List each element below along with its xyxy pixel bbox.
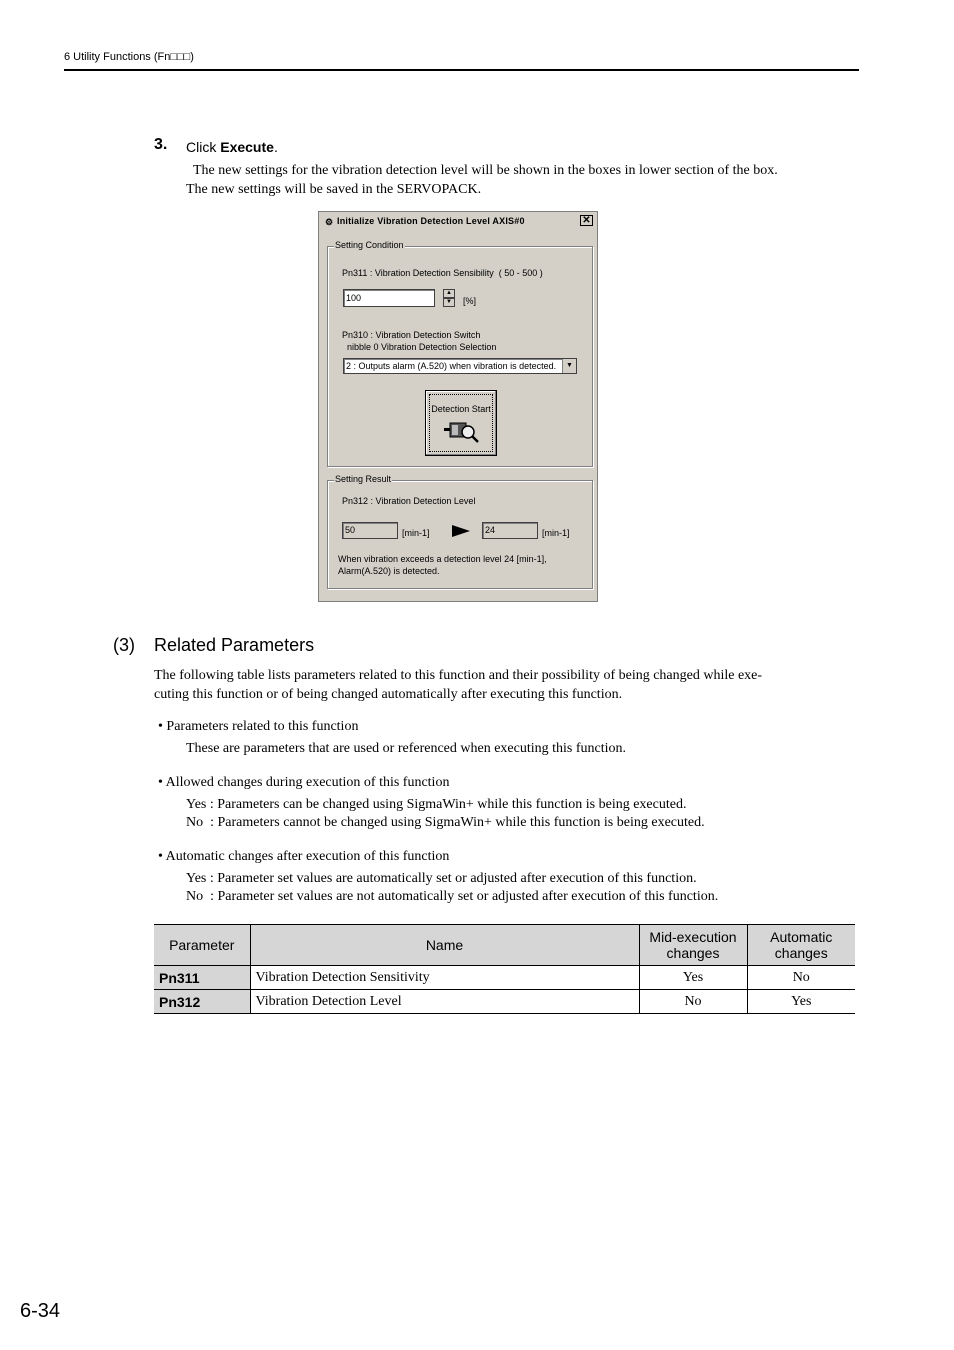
chevron-down-icon[interactable]: ▼	[562, 359, 576, 373]
pn310-select[interactable]	[343, 358, 577, 374]
pn311-spinner[interactable]	[443, 289, 455, 307]
col-header-automatic: Automatic changes	[747, 925, 855, 966]
section-title: Related Parameters	[154, 635, 315, 655]
cell-mid: No	[639, 990, 747, 1014]
step-desc-line1: The new settings for the vibration detection level will be shown in the boxes in lower section of the box.	[193, 163, 778, 178]
table-header-row	[154, 925, 855, 966]
detection-start-button[interactable]	[425, 390, 497, 456]
intro-line1: The following table lists parameters related to this function and their possibility of being changed while exe-	[154, 668, 763, 683]
detection-start-label: Detection Start	[431, 404, 491, 414]
result-message-line1: When vibration exceeds a detection level 24 [min-1],	[338, 554, 547, 564]
bullet-line: No : Parameter set values are not automatically set or adjusted after execution of this function.	[186, 889, 719, 904]
cell-parameter: Pn311	[154, 966, 250, 990]
table-row	[154, 990, 855, 1014]
table-row	[154, 966, 855, 990]
bullet-line: Yes : Parameter set values are automatically set or adjusted after execution of this function.	[186, 871, 697, 886]
pn311-unit: [%]	[463, 296, 477, 306]
bullet-title: • Allowed changes during execution of this function	[158, 775, 450, 790]
spin-up-icon[interactable]: ▲	[443, 289, 455, 298]
section-number: (3)	[113, 635, 135, 655]
running-header: 6 Utility Functions (Fn□□□)	[64, 51, 194, 63]
cell-parameter: Pn312	[154, 990, 250, 1014]
cell-name: Vibration Detection Level	[250, 990, 639, 1014]
section-heading	[113, 635, 314, 656]
cell-name: Vibration Detection Sensitivity	[250, 966, 639, 990]
section-intro	[154, 666, 859, 704]
header-rule	[64, 69, 859, 71]
pn311-input[interactable]: 100	[343, 289, 435, 307]
app-icon: ⚙	[325, 217, 334, 227]
step-instruction	[186, 139, 278, 155]
setting-condition-label: Setting Condition	[335, 240, 404, 250]
col-header-mid-execution: Mid-execution changes	[639, 925, 747, 966]
col-header-parameter: Parameter	[154, 925, 250, 966]
pn310-sublabel: nibble 0 Vibration Detection Selection	[347, 342, 497, 352]
pn310-selected-value: 2 : Outputs alarm (A.520) when vibration is detected.	[346, 361, 557, 371]
intro-line2: cuting this function or of being changed automatically after executing this function.	[154, 687, 623, 702]
setting-result-label: Setting Result	[335, 474, 392, 484]
step-prefix: Click	[186, 139, 221, 155]
pn310-label: Pn310 : Vibration Detection Switch	[342, 330, 481, 340]
pn311-label: Pn311 : Vibration Detection Sensibility ( 50 - 500 )	[342, 268, 543, 278]
old-level-unit: [min-1]	[402, 528, 430, 538]
new-level-unit: [min-1]	[542, 528, 570, 538]
cell-auto: Yes	[747, 990, 855, 1014]
bullet-line: Yes : Parameters can be changed using SigmaWin+ while this function is being executed.	[186, 797, 687, 812]
dialog-title: Initialize Vibration Detection Level AXIS#0	[337, 216, 525, 226]
step-description	[186, 161, 866, 199]
motor-magnifier-icon	[442, 420, 482, 444]
setting-result-group	[327, 474, 593, 589]
result-message-line2: Alarm(A.520) is detected.	[338, 566, 440, 576]
step-suffix: .	[273, 139, 278, 155]
related-parameters-table	[154, 924, 855, 1014]
arrow-right-icon	[452, 525, 470, 537]
vibration-detection-dialog	[318, 211, 598, 602]
bullet-title: • Parameters related to this function	[158, 719, 359, 734]
step-command: Execute	[220, 139, 274, 155]
step-number: 3.	[154, 136, 168, 153]
spin-down-icon[interactable]: ▼	[443, 298, 455, 307]
bullet-line: No : Parameters cannot be changed using SigmaWin+ while this function is being executed.	[186, 815, 705, 830]
cell-auto: No	[747, 966, 855, 990]
setting-condition-group	[327, 240, 593, 467]
bullet-title: • Automatic changes after execution of this function	[158, 849, 450, 864]
close-button[interactable]: ✕	[580, 215, 593, 226]
step-desc-line2: The new settings will be saved in the SERVOPACK.	[186, 182, 482, 197]
cell-mid: Yes	[639, 966, 747, 990]
dialog-title-bar	[321, 214, 595, 228]
pn312-label: Pn312 : Vibration Detection Level	[342, 496, 476, 506]
bullet-line: These are parameters that are used or referenced when executing this function.	[186, 741, 627, 756]
new-level-field: 24	[482, 522, 538, 539]
page-number: 6-34	[20, 1300, 61, 1322]
col-header-name: Name	[250, 925, 639, 966]
old-level-field: 50	[342, 522, 398, 539]
